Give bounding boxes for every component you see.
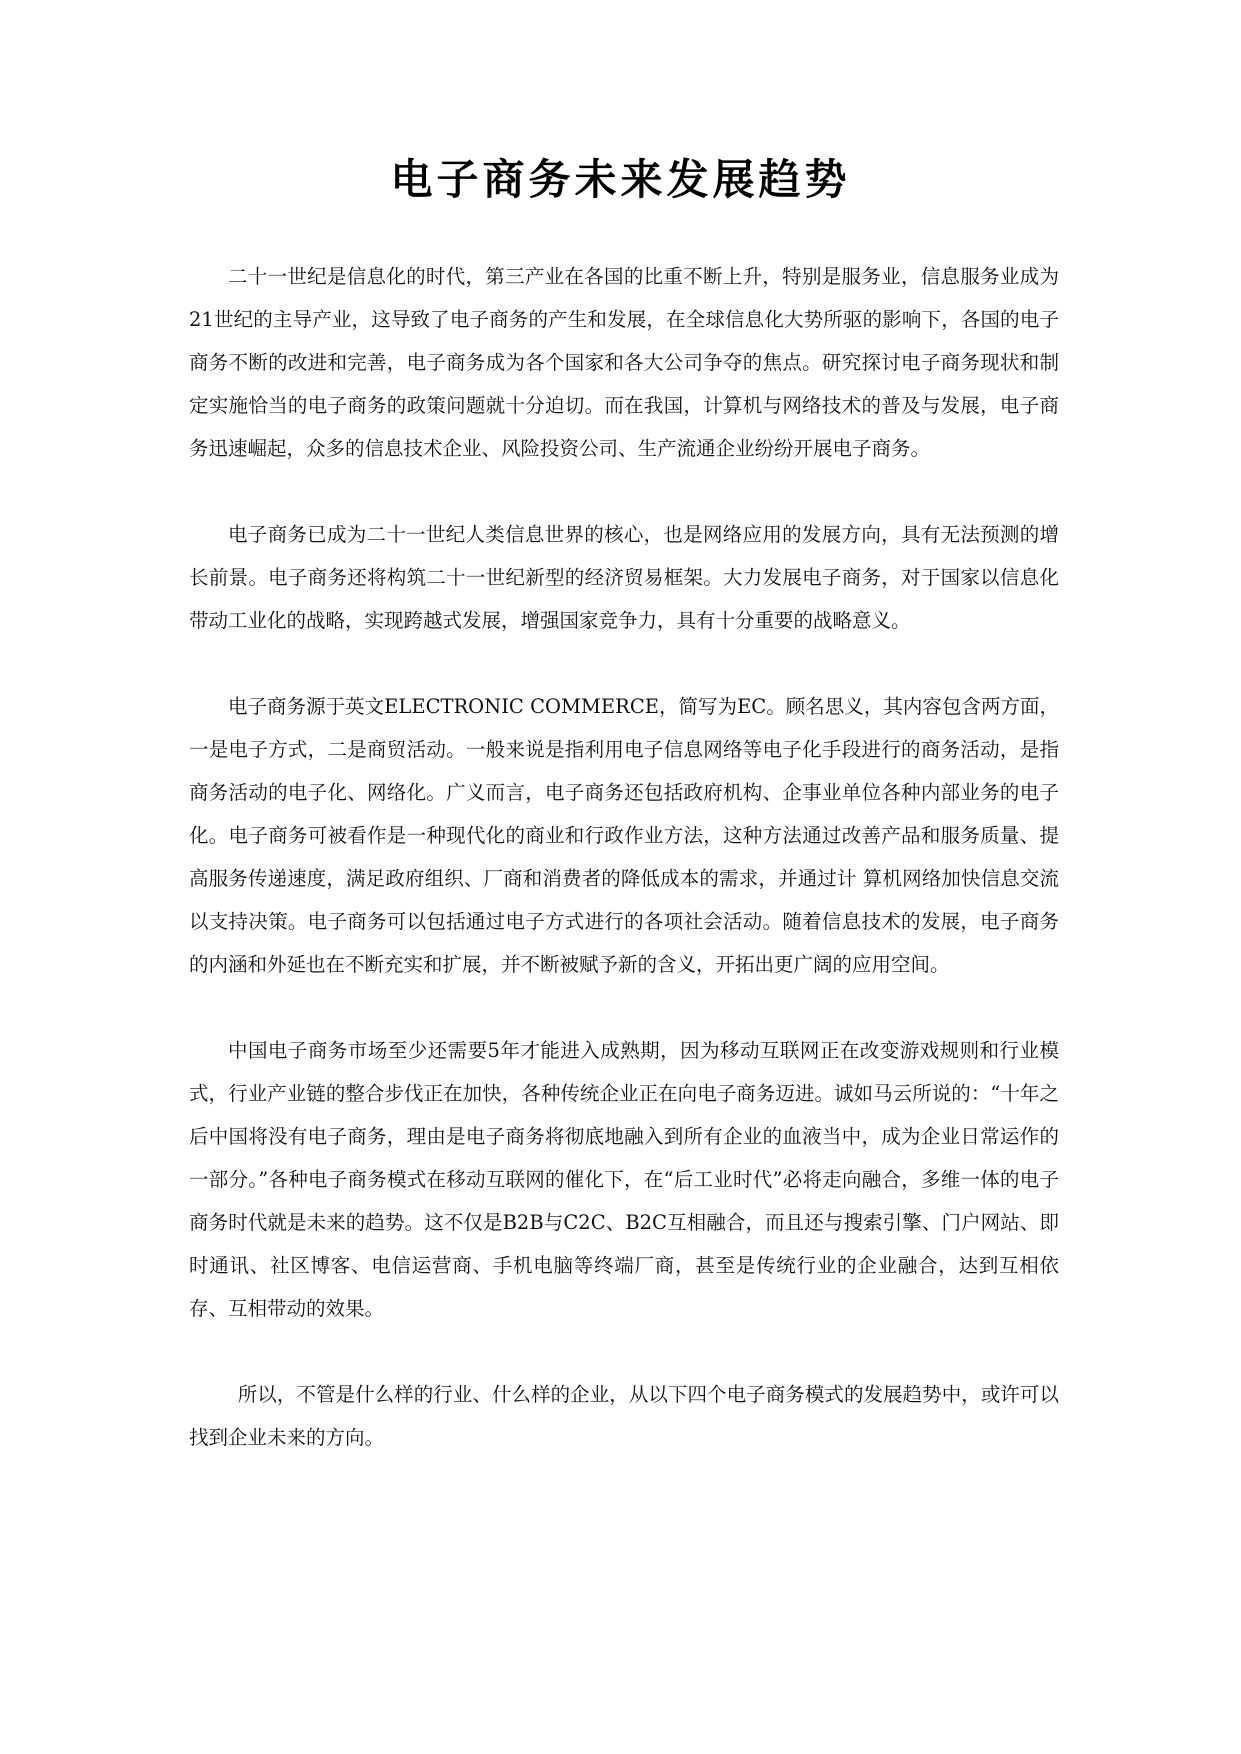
paragraph-2: 电子商务已成为二十一世纪人类信息世界的核心，也是网络应用的发展方向，具有无法预测的增长前景。电子商务还将构筑二十一世纪新型的经济贸易框架。大力发展电子商务，对于国家以信息化带动工业化的战略，实现跨越式发展，增强国家竞争力，具有十分重要的战略意义。 [189, 523, 1059, 632]
paragraph-5: 所以，不管是什么样的行业、什么样的企业，从以下四个电子商务模式的发展趋势中，或许可以找到企业未来的方向。 [189, 1383, 1059, 1449]
document-title: 电子商务未来发展趋势 [390, 155, 851, 204]
paragraph-4: 中国电子商务市场至少还需要5年才能进入成熟期，因为移动互联网正在改变游戏规则和行业模式，行业产业链的整合步伐正在加快，各种传统企业正在向电子商务迈进。诚如马云所说的：“十年之后中国将没有电子商务，理由是电子商务将彻底地融入到所有企业的血液当中，成为企业日常运作的一部分。”各种电子商务模式在移动互联网的催化下，在“后工业时代”必将走向融合，多维一体的电子商务时代就是未来的趋势。这不仅是B2B与C2C、B2C互相融合，而且还与搜索引擎、门户网站、即时通讯、社区博客、电信运营商、手机电脑等终端厂商，甚至是传统行业的企业融合，达到互相依存、互相带动的效果。 [189, 1039, 1059, 1320]
paragraph-1: 二十一世纪是信息化的时代，第三产业在各国的比重不断上升，特别是服务业，信息服务业成为21世纪的主导产业，这导致了电子商务的产生和发展，在全球信息化大势所驱的影响下，各国的电子商务不断的改进和完善，电子商务成为各个国家和各大公司争夺的焦点。研究探讨电子商务现状和制定实施恰当的电子商务的政策问题就十分迫切。而在我国，计算机与网络技术的普及与发展，电子商务迅速崛起，众多的信息技术企业、风险投资公司、生产流通企业纷纷开展电子商务。 [189, 265, 1059, 460]
paragraph-3: 电子商务源于英文ELECTRONIC COMMERCE，简写为EC。顾名思义，其内容包含两方面，一是电子方式，二是商贸活动。一般来说是指利用电子信息网络等电子化手段进行的商务活动，是指商务活动的电子化、网络化。广义而言，电子商务还包括政府机构、企事业单位各种内部业务的电子化。电子商务可被看作是一种现代化的商业和行政作业方法，这种方法通过改善产品和服务质量、提高服务传递速度，满足政府组织、厂商和消费者的降低成本的需求，并通过计 算机网络加快信息交流以支持决策。电子商务可以包括通过电子方式进行的各项社会活动。随着信息技术的发展，电子商务的内涵和外延也在不断充实和扩展，并不断被赋予新的含义，开拓出更广阔的应用空间。 [189, 695, 1059, 976]
document-body [189, 255, 1059, 1502]
